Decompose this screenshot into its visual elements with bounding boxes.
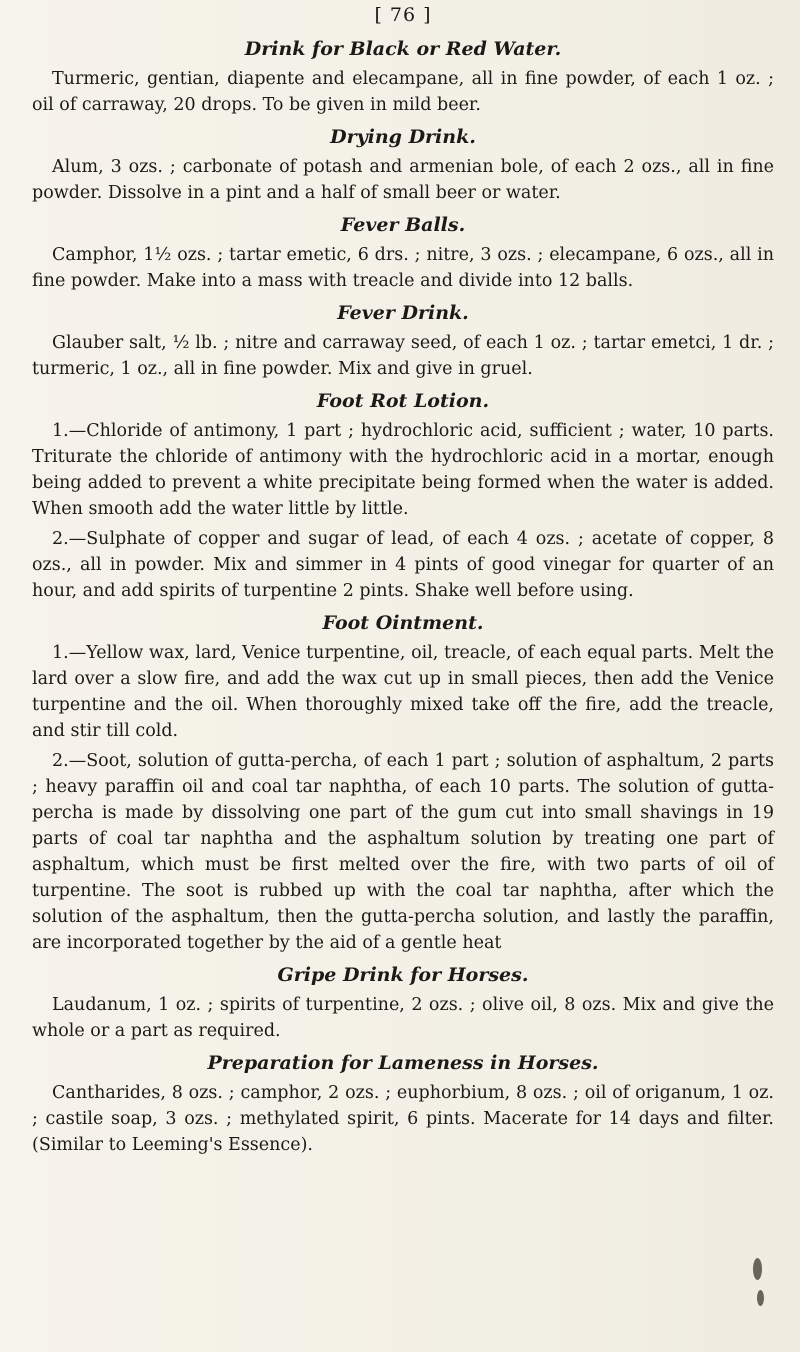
section-heading: Foot Ointment. — [322, 612, 484, 634]
paragraph: 2.—Sulphate of copper and sugar of lead, of each 4 ozs. ; acetate of copper, 8 ozs., all in powder. Mix and simmer in 4 pints of good vinegar for quarter of an hour, and add spirits of turpentine 2 pints. Shake well before using. — [32, 529, 774, 601]
ink-blot — [753, 1258, 762, 1280]
paragraph: 2.—Soot, solution of gutta-percha, of each 1 part ; solution of asphaltum, 2 parts ; heavy paraffin oil and coal tar naphtha, of each 10 parts. The solution of gutta-percha is made by dissolving one part of the gum cut into small shavings in 19 parts of coal tar naphtha and the asphaltum solution by treating one part of asphaltum, which must be first melted over the fire, with two parts of oil of turpentine. The soot is rubbed up with the coal tar naphtha, after which the solution of the asphaltum, then the gutta-percha solution, and lastly the paraffin, are incorporated together by the aid of a gentle heat — [32, 751, 774, 953]
page-number: [ 76 ] — [374, 4, 432, 26]
section-gripe-drink — [32, 962, 774, 1044]
paragraph: Turmeric, gentian, diapente and elecampane, all in fine powder, of each 1 oz. ; oil of carraway, 20 drops. To be given in mild beer. — [32, 69, 774, 115]
section-heading: Foot Rot Lotion. — [316, 390, 490, 412]
paragraph: Alum, 3 ozs. ; carbonate of potash and armenian bole, of each 2 ozs., all in fine powder. Dissolve in a pint and a half of small beer or water. — [32, 157, 774, 203]
section-heading: Drying Drink. — [330, 126, 476, 148]
section-heading: Gripe Drink for Horses. — [277, 964, 529, 986]
paragraph: Glauber salt, ½ lb. ; nitre and carraway seed, of each 1 oz. ; tartar emetci, 1 dr. ; turmeric, 1 oz., all in fine powder. Mix and give in gruel. — [32, 333, 774, 379]
section-drying-drink — [32, 124, 774, 206]
section-heading: Drink for Black or Red Water. — [244, 38, 562, 60]
section-fever-drink — [32, 300, 774, 382]
paragraph: 1.—Chloride of antimony, 1 part ; hydrochloric acid, sufficient ; water, 10 parts. Triturate the chloride of antimony with the hydrochloric acid in a mortar, enough being added to prevent a white precipitate being formed when the water is added. When smooth add the water little by little. — [32, 421, 774, 519]
paragraph: Laudanum, 1 oz. ; spirits of turpentine, 2 ozs. ; olive oil, 8 ozs. Mix and give the whole or a part as required. — [32, 995, 774, 1041]
section-heading: Fever Balls. — [340, 214, 466, 236]
section-heading: Preparation for Lameness in Horses. — [207, 1052, 599, 1074]
section-foot-rot-lotion — [32, 388, 774, 604]
section-fever-balls — [32, 212, 774, 294]
section-foot-ointment — [32, 610, 774, 956]
paragraph: 1.—Yellow wax, lard, Venice turpentine, oil, treacle, of each equal parts. Melt the lard over a slow fire, and add the wax cut up in small pieces, then add the Venice turpentine and the oil. When thoroughly mixed take off the fire, add the treacle, and stir till cold. — [32, 643, 774, 741]
section-black-red-water — [32, 36, 774, 118]
section-lameness-preparation — [32, 1050, 774, 1158]
paragraph: Cantharides, 8 ozs. ; camphor, 2 ozs. ; euphorbium, 8 ozs. ; oil of origanum, 1 oz. ; castile soap, 3 ozs. ; methylated spirit, 6 pints. Macerate for 14 days and filter. (Similar to Leeming's Essence). — [32, 1083, 774, 1155]
paragraph: Camphor, 1½ ozs. ; tartar emetic, 6 drs. ; nitre, 3 ozs. ; elecampane, 6 ozs., all in fine powder. Make into a mass with treacle and divide into 12 balls. — [32, 245, 774, 291]
ink-blot — [757, 1290, 764, 1306]
section-heading: Fever Drink. — [337, 302, 469, 324]
